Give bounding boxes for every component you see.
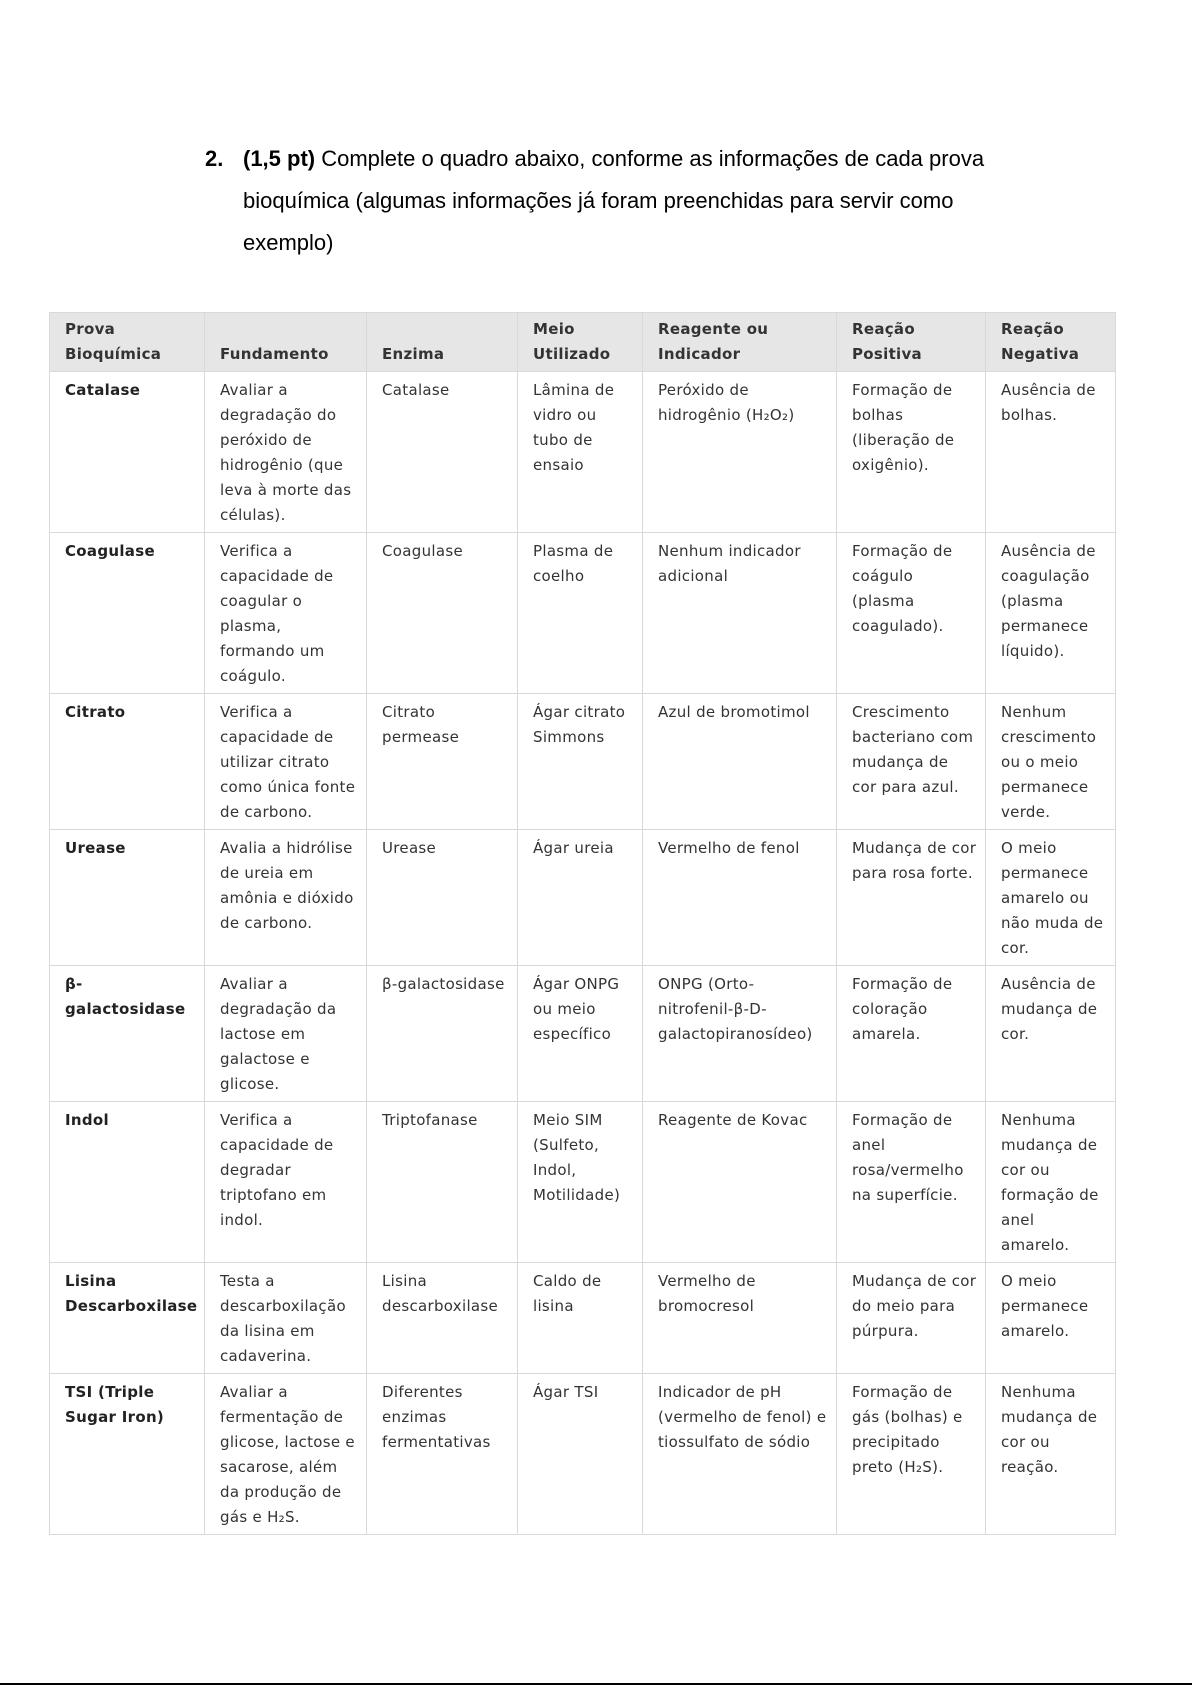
cell-enzima: Diferentes enzimas fermentativas xyxy=(367,1374,518,1535)
cell-negativa: O meio permanece amarelo. xyxy=(986,1263,1116,1374)
cell-fundamento: Avaliar a degradação da lactose em galactose e glicose. xyxy=(205,966,367,1102)
cell-meio: Ágar ONPG ou meio específico xyxy=(518,966,643,1102)
table-row xyxy=(50,1102,1116,1263)
cell-negativa: Nenhuma mudança de cor ou formação de anel amarelo. xyxy=(986,1102,1116,1263)
cell-reagente: Reagente de Kovac xyxy=(643,1102,837,1263)
cell-meio: Ágar ureia xyxy=(518,830,643,966)
cell-negativa: O meio permanece amarelo ou não muda de cor. xyxy=(986,830,1116,966)
question-points: (1,5 pt) xyxy=(243,146,316,171)
cell-positiva: Formação de coágulo (plasma coagulado). xyxy=(837,533,986,694)
header-row xyxy=(50,313,1116,372)
cell-prova: Coagulase xyxy=(50,533,205,694)
question-number: 2. xyxy=(205,146,224,171)
header-reacao-negativa: Reação Negativa xyxy=(986,313,1116,372)
cell-prova: Citrato xyxy=(50,694,205,830)
cell-meio: Meio SIM (Sulfeto, Indol, Motilidade) xyxy=(518,1102,643,1263)
cell-positiva: Mudança de cor para rosa forte. xyxy=(837,830,986,966)
cell-meio: Lâmina de vidro ou tubo de ensaio xyxy=(518,372,643,533)
cell-enzima: Lisina descarboxilase xyxy=(367,1263,518,1374)
table-row xyxy=(50,966,1116,1102)
header-reagente-indicador: Reagente ou Indicador xyxy=(643,313,837,372)
cell-reagente: Vermelho de fenol xyxy=(643,830,837,966)
cell-prova: Lisina Descarboxilase xyxy=(50,1263,205,1374)
cell-fundamento: Verifica a capacidade de utilizar citrato como única fonte de carbono. xyxy=(205,694,367,830)
cell-prova: Catalase xyxy=(50,372,205,533)
cell-positiva: Mudança de cor do meio para púrpura. xyxy=(837,1263,986,1374)
cell-reagente: Vermelho de bromocresol xyxy=(643,1263,837,1374)
header-fundamento: Fundamento xyxy=(205,313,367,372)
cell-negativa: Ausência de bolhas. xyxy=(986,372,1116,533)
question-block xyxy=(205,138,1045,264)
table-row xyxy=(50,533,1116,694)
cell-meio: Ágar TSI xyxy=(518,1374,643,1535)
table-row xyxy=(50,694,1116,830)
cell-enzima: Catalase xyxy=(367,372,518,533)
table-row xyxy=(50,372,1116,533)
cell-enzima: Citrato permease xyxy=(367,694,518,830)
cell-enzima: β-galactosidase xyxy=(367,966,518,1102)
cell-meio: Plasma de coelho xyxy=(518,533,643,694)
question-text xyxy=(243,138,1045,264)
cell-meio: Ágar citrato Simmons xyxy=(518,694,643,830)
cell-negativa: Ausência de coagulação (plasma permanece líquido). xyxy=(986,533,1116,694)
cell-meio: Caldo de lisina xyxy=(518,1263,643,1374)
header-meio-utilizado: Meio Utilizado xyxy=(518,313,643,372)
cell-negativa: Nenhuma mudança de cor ou reação. xyxy=(986,1374,1116,1535)
cell-prova: Urease xyxy=(50,830,205,966)
cell-positiva: Crescimento bacteriano com mudança de cor para azul. xyxy=(837,694,986,830)
table-row xyxy=(50,830,1116,966)
cell-reagente: Azul de bromotimol xyxy=(643,694,837,830)
header-prova-bioquimica: Prova Bioquímica xyxy=(50,313,205,372)
cell-reagente: Nenhum indicador adicional xyxy=(643,533,837,694)
cell-negativa: Ausência de mudança de cor. xyxy=(986,966,1116,1102)
cell-fundamento: Verifica a capacidade de degradar triptofano em indol. xyxy=(205,1102,367,1263)
cell-reagente: Peróxido de hidrogênio (H₂O₂) xyxy=(643,372,837,533)
cell-enzima: Urease xyxy=(367,830,518,966)
cell-reagente: Indicador de pH (vermelho de fenol) e tiossulfato de sódio xyxy=(643,1374,837,1535)
cell-prova: TSI (Triple Sugar Iron) xyxy=(50,1374,205,1535)
cell-enzima: Coagulase xyxy=(367,533,518,694)
header-enzima: Enzima xyxy=(367,313,518,372)
cell-positiva: Formação de coloração amarela. xyxy=(837,966,986,1102)
cell-negativa: Nenhum crescimento ou o meio permanece verde. xyxy=(986,694,1116,830)
table-row xyxy=(50,1263,1116,1374)
cell-prova: β-galactosidase xyxy=(50,966,205,1102)
cell-positiva: Formação de gás (bolhas) e precipitado preto (H₂S). xyxy=(837,1374,986,1535)
cell-fundamento: Avaliar a degradação do peróxido de hidrogênio (que leva à morte das células). xyxy=(205,372,367,533)
cell-prova: Indol xyxy=(50,1102,205,1263)
cell-enzima: Triptofanase xyxy=(367,1102,518,1263)
cell-fundamento: Testa a descarboxilação da lisina em cadaverina. xyxy=(205,1263,367,1374)
biochemical-tests-table xyxy=(49,312,1116,1535)
cell-fundamento: Avaliar a fermentação de glicose, lactose e sacarose, além da produção de gás e H₂S. xyxy=(205,1374,367,1535)
header-reacao-positiva: Reação Positiva xyxy=(837,313,986,372)
table-row xyxy=(50,1374,1116,1535)
cell-positiva: Formação de bolhas (liberação de oxigênio). xyxy=(837,372,986,533)
cell-fundamento: Verifica a capacidade de coagular o plasma, formando um coágulo. xyxy=(205,533,367,694)
cell-fundamento: Avalia a hidrólise de ureia em amônia e dióxido de carbono. xyxy=(205,830,367,966)
cell-positiva: Formação de anel rosa/vermelho na superfície. xyxy=(837,1102,986,1263)
question-instructions: Complete o quadro abaixo, conforme as informações de cada prova bioquímica (algumas informações já foram preenchidas para servir como exemplo) xyxy=(243,146,985,255)
cell-reagente: ONPG (Orto-nitrofenil-β-D-galactopiranosídeo) xyxy=(643,966,837,1102)
